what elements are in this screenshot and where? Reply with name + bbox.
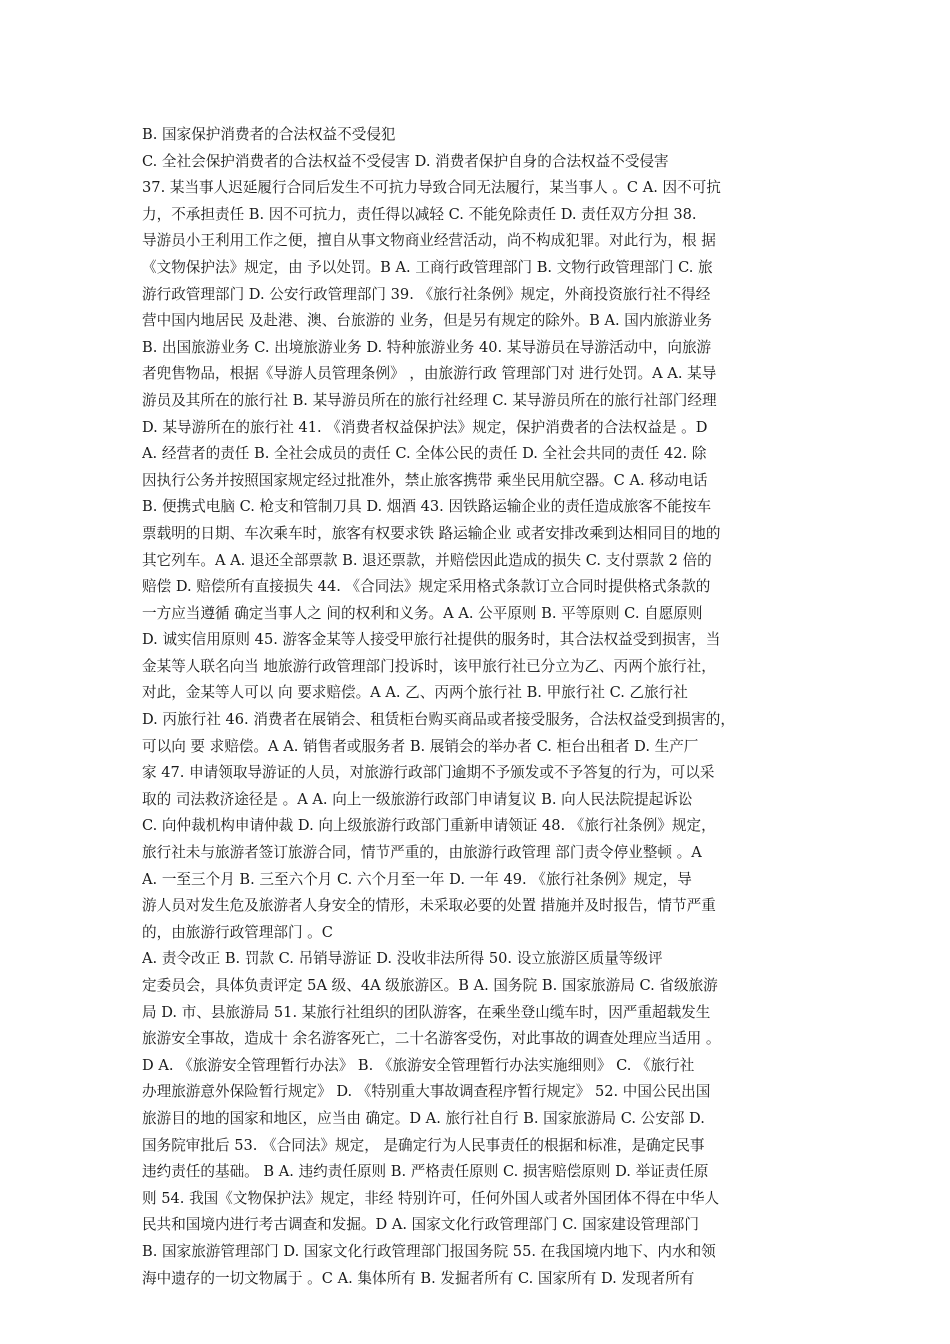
text-line: 游人员对发生危及旅游者人身安全的情形，未采取必要的处置 措施并及时报告，情节严重 — [142, 897, 716, 915]
text-line: 因执行公务并按照国家规定经过批准外，禁止旅客携带 乘坐民用航空器。C A. 移动电话 — [142, 471, 708, 489]
text-line: 旅游安全事故，造成十 余名游客死亡，二十名游客受伤，对此事故的调查处理应当适用 。 — [142, 1030, 721, 1048]
text-line: 的，由旅游行政管理部门 。C — [142, 923, 333, 941]
text-line: A. 经营者的责任 B. 全社会成员的责任 C. 全体公民的责任 D. 全社会共同的责任 42. 除 — [142, 445, 707, 463]
text-line: D A. 《旅游安全管理暂行办法》 B. 《旅游安全管理暂行办法实施细则》 C. 《旅行社 — [142, 1056, 695, 1074]
text-line: 旅游目的地的国家和地区，应当由 确定。D A. 旅行社自行 B. 国家旅游局 C. 公安部 D. — [142, 1109, 705, 1127]
text-line: 赔偿 D. 赔偿所有直接损失 44. 《合同法》规定采用格式条款订立合同时提供格式条款的 — [142, 578, 711, 596]
text-line: 37. 某当事人迟延履行合同后发生不可抗力导致合同无法履行，某当事人 。C A. 因不可抗 — [142, 179, 721, 197]
text-line: 者兜售物品，根据《导游人员管理条例》 ，由旅游行政 管理部门对 进行处罚。A A. 某导 — [142, 365, 717, 383]
text-line: 票载明的日期、车次乘车时，旅客有权要求铁 路运输企业 或者安排改乘到达相同目的地的 — [142, 524, 721, 542]
text-line: 营中国内地居民 及赴港、澳、台旅游的 业务，但是另有规定的除外。B A. 国内旅游业务 — [142, 312, 712, 330]
text-line: 则 54. 我国《文物保护法》规定，非经 特别许可，任何外国人或者外国团体不得在中华人 — [142, 1189, 720, 1207]
text-line: 力，不承担责任 B. 因不可抗力，责任得以减轻 C. 不能免除责任 D. 责任双方分担 38. — [142, 205, 697, 223]
text-line: D. 诚实信用原则 45. 游客金某等人接受甲旅行社提供的服务时，其合法权益受到损害，当 — [142, 631, 721, 649]
text-line: 取的 司法救济途径是 。A A. 向上一级旅游行政部门申请复议 B. 向人民法院提起诉讼 — [142, 790, 693, 808]
text-line: B. 国家保护消费者的合法权益不受侵犯 — [142, 126, 396, 143]
text-line: 海中遗存的一切文物属于 。C A. 集体所有 B. 发掘者所有 C. 国家所有 D. 发现者所有 — [142, 1269, 695, 1287]
text-line: A. 责令改正 B. 罚款 C. 吊销导游证 D. 没收非法所得 50. 设立旅游区质量等级评 — [142, 950, 663, 968]
text-line: 游行政管理部门 D. 公安行政管理部门 39. 《旅行社条例》规定，外商投资旅行社不得经 — [142, 285, 711, 303]
text-line: B. 出国旅游业务 C. 出境旅游业务 D. 特种旅游业务 40. 某导游员在导游活动中，向旅游 — [142, 338, 712, 356]
document-body — [142, 122, 814, 1292]
text-line: 定委员会，具体负责评定 5A 级、4A 级旅游区。B A. 国务院 B. 国家旅游局 C. 省级旅游 — [142, 977, 718, 994]
text-line: A. 一至三个月 B. 三至六个月 C. 六个月至一年 D. 一年 49. 《旅行社条例》规定，导 — [142, 870, 692, 888]
text-line: 家 47. 申请领取导游证的人员，对旅游行政部门逾期不予颁发或不予答复的行为，可以采 — [142, 764, 715, 782]
text-line: 其它列车。A A. 退还全部票款 B. 退还票款，并赔偿因此造成的损失 C. 支付票款 2 倍的 — [142, 551, 712, 569]
text-line: 对此，金某等人可以 向 要求赔偿。A A. 乙、丙两个旅行社 B. 甲旅行社 C. 乙旅行社 — [142, 684, 688, 702]
text-line: 民共和国境内进行考古调查和发掘。D A. 国家文化行政管理部门 C. 国家建设管理部门 — [142, 1216, 699, 1234]
text-line: C. 全社会保护消费者的合法权益不受侵害 D. 消费者保护自身的合法权益不受侵害 — [142, 152, 669, 170]
text-line: 导游员小王利用工作之便，擅自从事文物商业经营活动，尚不构成犯罪。对此行为，根 据 — [142, 232, 716, 250]
text-line: 国务院审批后 53. 《合同法》规定， 是确定行为人民事责任的根据和标准，是确定民事 — [142, 1136, 705, 1154]
text-line: 办理旅游意外保险暂行规定》 D. 《特别重大事故调查程序暂行规定》 52. 中国公民出国 — [142, 1083, 711, 1101]
text-line: 违约责任的基础。 B A. 违约责任原则 B. 严格责任原则 C. 损害赔偿原则 D. 举证责任原 — [142, 1163, 709, 1181]
text-line: 游员及其所在的旅行社 B. 某导游员所在的旅行社经理 C. 某导游员所在的旅行社部门经理 — [142, 391, 717, 409]
text-line: D. 某导游所在的旅行社 41. 《消费者权益保护法》规定，保护消费者的合法权益是 。D — [142, 418, 708, 436]
text-line: B. 国家旅游管理部门 D. 国家文化行政管理部门报国务院 55. 在我国境内地下、内水和领 — [142, 1242, 716, 1260]
text-line: 《文物保护法》规定，由 予以处罚。B A. 工商行政管理部门 B. 文物行政管理部门 C. 旅 — [142, 258, 713, 276]
text-line: D. 丙旅行社 46. 消费者在展销会、租赁柜台购买商品或者接受服务，合法权益受到损害的， — [142, 711, 735, 729]
text-line: 旅行社未与旅游者签订旅游合同，情节严重的，由旅游行政管理 部门责令停业整顿 。A — [142, 844, 702, 862]
text-line: 可以向 要 求赔偿。A A. 销售者或服务者 B. 展销会的举办者 C. 柜台出租者 D. 生产厂 — [142, 737, 699, 755]
text-line: 局 D. 市、县旅游局 51. 某旅行社组织的团队游客，在乘坐登山缆车时，因严重超载发生 — [142, 1003, 711, 1021]
text-line: B. 便携式电脑 C. 枪支和管制刀具 D. 烟酒 43. 因铁路运输企业的责任造成旅客不能按车 — [142, 498, 712, 516]
text-line: 金某等人联名向当 地旅游行政管理部门投诉时，该甲旅行社已分立为乙、丙两个旅行社， — [142, 657, 716, 675]
text-line: 一方应当遵循 确定当事人之 间的权利和义务。A A. 公平原则 B. 平等原则 C. 自愿原则 — [142, 604, 703, 622]
text-line: C. 向仲裁机构申请仲裁 D. 向上级旅游行政部门重新申请领证 48. 《旅行社条例》规定， — [142, 817, 716, 835]
